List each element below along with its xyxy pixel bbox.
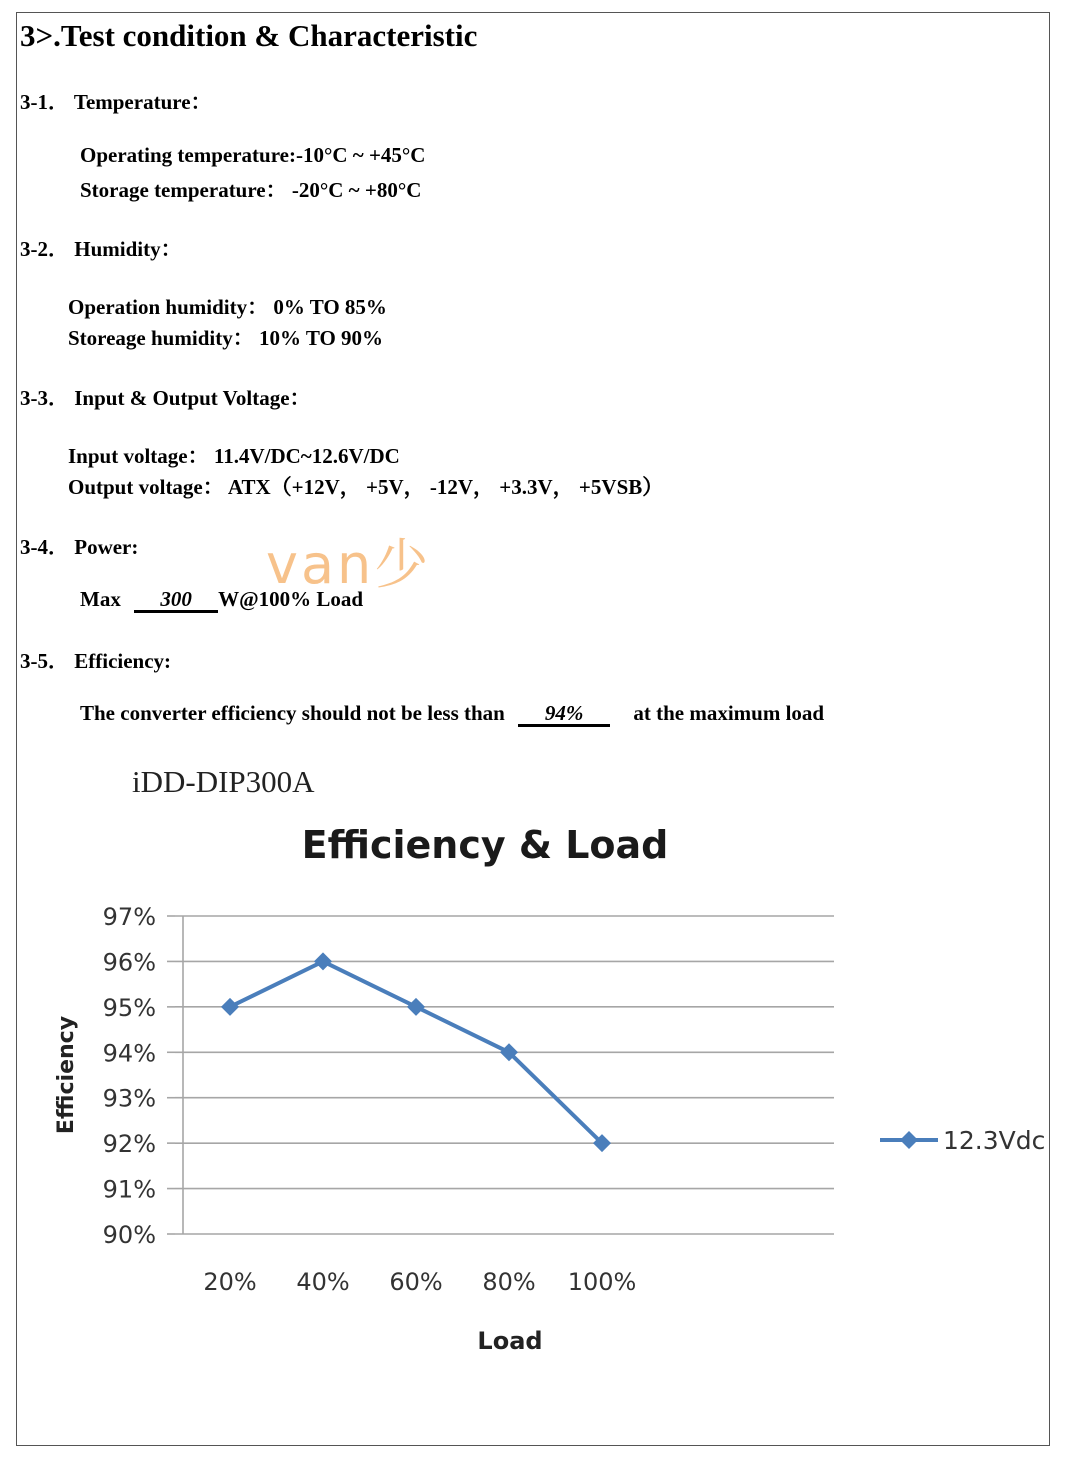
efficiency-prefix: The converter efficiency should not be less than: [80, 701, 505, 725]
data-point: [221, 998, 239, 1016]
chart-gridlines: [167, 916, 834, 1234]
output-voltage: Output voltage： ATX（+12V， +5V， -12V， +3.3V， +5VSB）: [68, 475, 664, 499]
y-tick-label: 95%: [102, 993, 156, 1022]
power-value: 300: [134, 588, 218, 613]
operating-temperature: Operating temperature:-10°C ~ +45°C: [80, 143, 426, 167]
legend-marker: [900, 1131, 918, 1149]
data-point: [407, 998, 425, 1016]
x-tick-label: 40%: [296, 1268, 350, 1296]
y-tick-label: 96%: [102, 948, 156, 977]
section-title-power: 3-4． Power:: [20, 535, 139, 559]
x-tick-label: 20%: [203, 1268, 257, 1296]
operation-humidity: Operation humidity： 0% TO 85%: [68, 295, 387, 319]
y-tick-label: 92%: [102, 1130, 156, 1159]
watermark: van少: [266, 533, 432, 596]
storage-temperature: Storage temperature： -20°C ~ +80°C: [80, 178, 422, 202]
power-suffix: W@100% Load: [218, 587, 364, 611]
power-prefix: Max: [80, 587, 121, 611]
legend-label: 12.3Vdc: [943, 1126, 1046, 1155]
section-title-voltage: 3-3． Input & Output Voltage：: [20, 386, 311, 410]
page-heading: 3>.Test condition & Characteristic: [20, 18, 478, 53]
chart-x-ticks: [203, 1268, 636, 1296]
y-tick-label: 94%: [102, 1039, 156, 1068]
chart-y-axis-label: Efficiency: [54, 1015, 79, 1135]
y-tick-label: 90%: [102, 1221, 156, 1249]
input-voltage: Input voltage： 11.4V/DC~12.6V/DC: [68, 444, 400, 468]
y-tick-label: 93%: [102, 1084, 156, 1113]
efficiency-suffix: at the maximum load: [633, 701, 825, 725]
storage-humidity: Storeage humidity： 10% TO 90%: [68, 326, 384, 350]
x-tick-label: 100%: [567, 1268, 637, 1296]
section-title-temperature: 3-1． Temperature：: [20, 90, 212, 114]
x-tick-label: 80%: [482, 1268, 536, 1296]
y-tick-label: 91%: [102, 1175, 156, 1204]
section-title-humidity: 3-2． Humidity：: [20, 237, 182, 261]
model-label: iDD-DIP300A: [132, 764, 315, 799]
chart-title: Efficiency & Load: [301, 823, 669, 867]
section-title-efficiency: 3-5． Efficiency:: [20, 649, 172, 673]
x-tick-label: 60%: [389, 1268, 443, 1296]
efficiency-value: 94%: [518, 702, 610, 727]
data-point: [314, 952, 332, 970]
chart-x-axis-label: Load: [477, 1327, 543, 1355]
chart-y-ticks: [103, 903, 156, 1249]
y-tick-label: 97%: [102, 903, 156, 931]
chart-legend[interactable]: [880, 1126, 1045, 1155]
